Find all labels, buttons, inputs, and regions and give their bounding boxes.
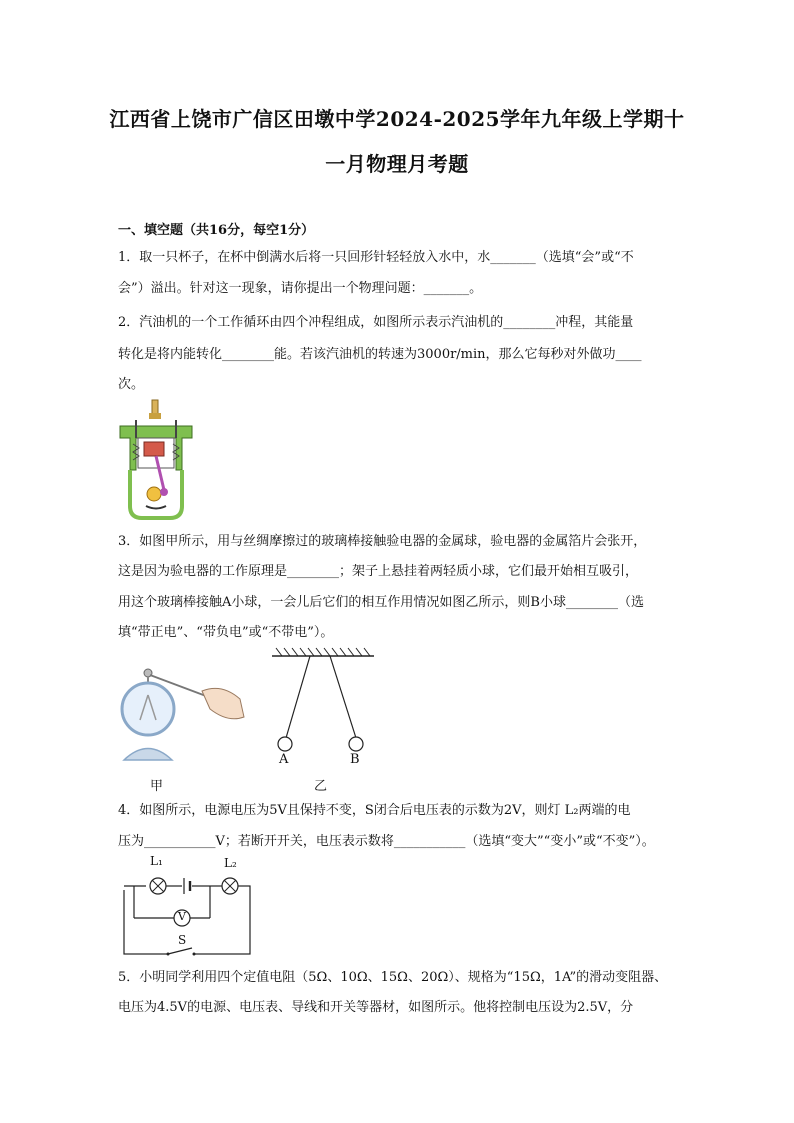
circuit-figure <box>120 870 255 958</box>
q4-line1: 4．如图所示，电源电压为5V且保持不变，S闭合后电压表的示数为2V，则灯 L₂两端的电 <box>118 803 631 818</box>
q2-line1: 2．汽油机的一个工作循环由四个冲程组成，如图所示表示汽油机的________冲程，其能量 <box>118 315 634 330</box>
section-heading: 一、填空题（共16分，每空1分） <box>118 223 315 238</box>
q4-line2: 压为___________V；若断开开关，电压表示数将___________（选填“变大”“变小”或“不变”）。 <box>118 834 655 849</box>
voltmeter-label: V <box>178 910 186 923</box>
pendulum-figure <box>268 648 378 760</box>
q3-line4: 填“带正电”、“带负电”或“不带电”）。 <box>118 625 334 640</box>
q1-line1: 1．取一只杯子，在杯中倒满水后将一只回形针轻轻放入水中，水_______（选填“会”或“不 <box>118 250 634 265</box>
q1-line2: 会”）溢出。针对这一现象，请你提出一个物理问题：_______。 <box>118 281 483 296</box>
q5-line1: 5．小明同学利用四个定值电阻（5Ω、10Ω、15Ω、20Ω）、规格为“15Ω，1A”的滑动变阻器、 <box>118 970 668 985</box>
q5-line2: 电压为4.5V的电源、电压表、导线和开关等器材，如图所示。他将控制电压设为2.5V，分 <box>118 1000 634 1015</box>
lamp-label-l1: L₁ <box>150 854 163 868</box>
q2-line2: 转化是将内能转化________能。若该汽油机的转速为3000r/min，那么它每秒对外做功____ <box>118 347 642 362</box>
lamp-label-l2: L₂ <box>224 856 237 870</box>
ball-label-b: B <box>350 752 360 767</box>
q3-line2: 这是因为验电器的工作原理是________；架子上悬挂着两轻质小球，它们最开始相互吸引， <box>118 564 639 579</box>
exam-title-line1: 江西省上饶市广信区田墩中学2024-2025学年九年级上学期十 <box>109 107 685 131</box>
figure-label-jia: 甲 <box>150 779 164 794</box>
ball-label-a: A <box>279 752 289 767</box>
q3-line1: 3．如图甲所示，用与丝绸摩擦过的玻璃棒接触验电器的金属球，验电器的金属箔片会张开， <box>118 534 647 549</box>
q3-line3: 用这个玻璃棒接触A小球，一会儿后它们的相互作用情况如图乙所示，则B小球________（选 <box>118 595 644 610</box>
engine-figure <box>116 398 196 523</box>
q2-line3: 次。 <box>118 377 145 392</box>
exam-title-line2: 一月物理月考题 <box>325 152 469 176</box>
figure-label-yi: 乙 <box>314 779 328 794</box>
electroscope-figure <box>118 665 253 765</box>
switch-label: S <box>178 933 187 947</box>
